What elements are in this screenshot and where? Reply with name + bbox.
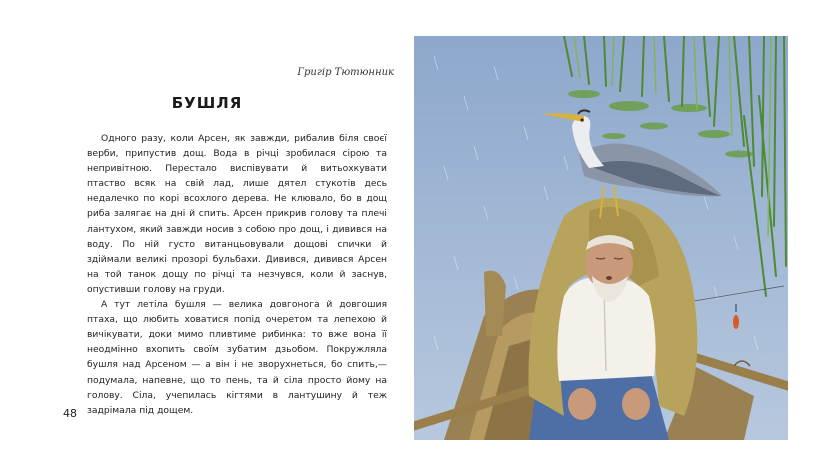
page-number: 48 xyxy=(63,407,77,420)
story-title: БУШЛЯ xyxy=(171,94,243,112)
paragraph: А тут летіла бушля — велика довгонога й довгошия птаха, що любить ховатися попід очеретом та лепехою й вичікувати, доки мимо пливтиме рибинка: то вже вона її неодмінно вхопить своїм зубатим дзьобом. Покружляла бушля над Арсеном — а він і не зворухнеться, бо спить,— подумала, напевне, що то пень, та й сіла просто йому на голову. Сіла, учепилась кігтями в лантушину й теж задрімала під дощем. xyxy=(87,299,387,416)
illustration-svg xyxy=(414,36,788,440)
author-name: Григір Тютюнник xyxy=(297,67,394,78)
story-text xyxy=(87,131,387,418)
paragraph: Одного разу, коли Арсен, як завжди, рибалив біля своєї верби, припустив дощ. Вода в річці зробилася сірою та непривітною. Перестало виспівувати й витьохкувати птаство всяк на свій лад, лише дятел стукотів десь недалечко по корі всохлого дерева. Не клювало, бо в дощ риба залягає на дні й спить. Арсен прикрив голову та плечі лантухом, який завжди носив з собою про дощ, і дивився на воду. По ній густо витанцьовували дощові спички й здіймали великі прозорі бульбахи. Дивився, дивився Арсен на той танок дощу по річці та незчувся, коли й заснув, опустивши голову на груди. xyxy=(87,133,387,295)
illustration xyxy=(414,36,788,440)
